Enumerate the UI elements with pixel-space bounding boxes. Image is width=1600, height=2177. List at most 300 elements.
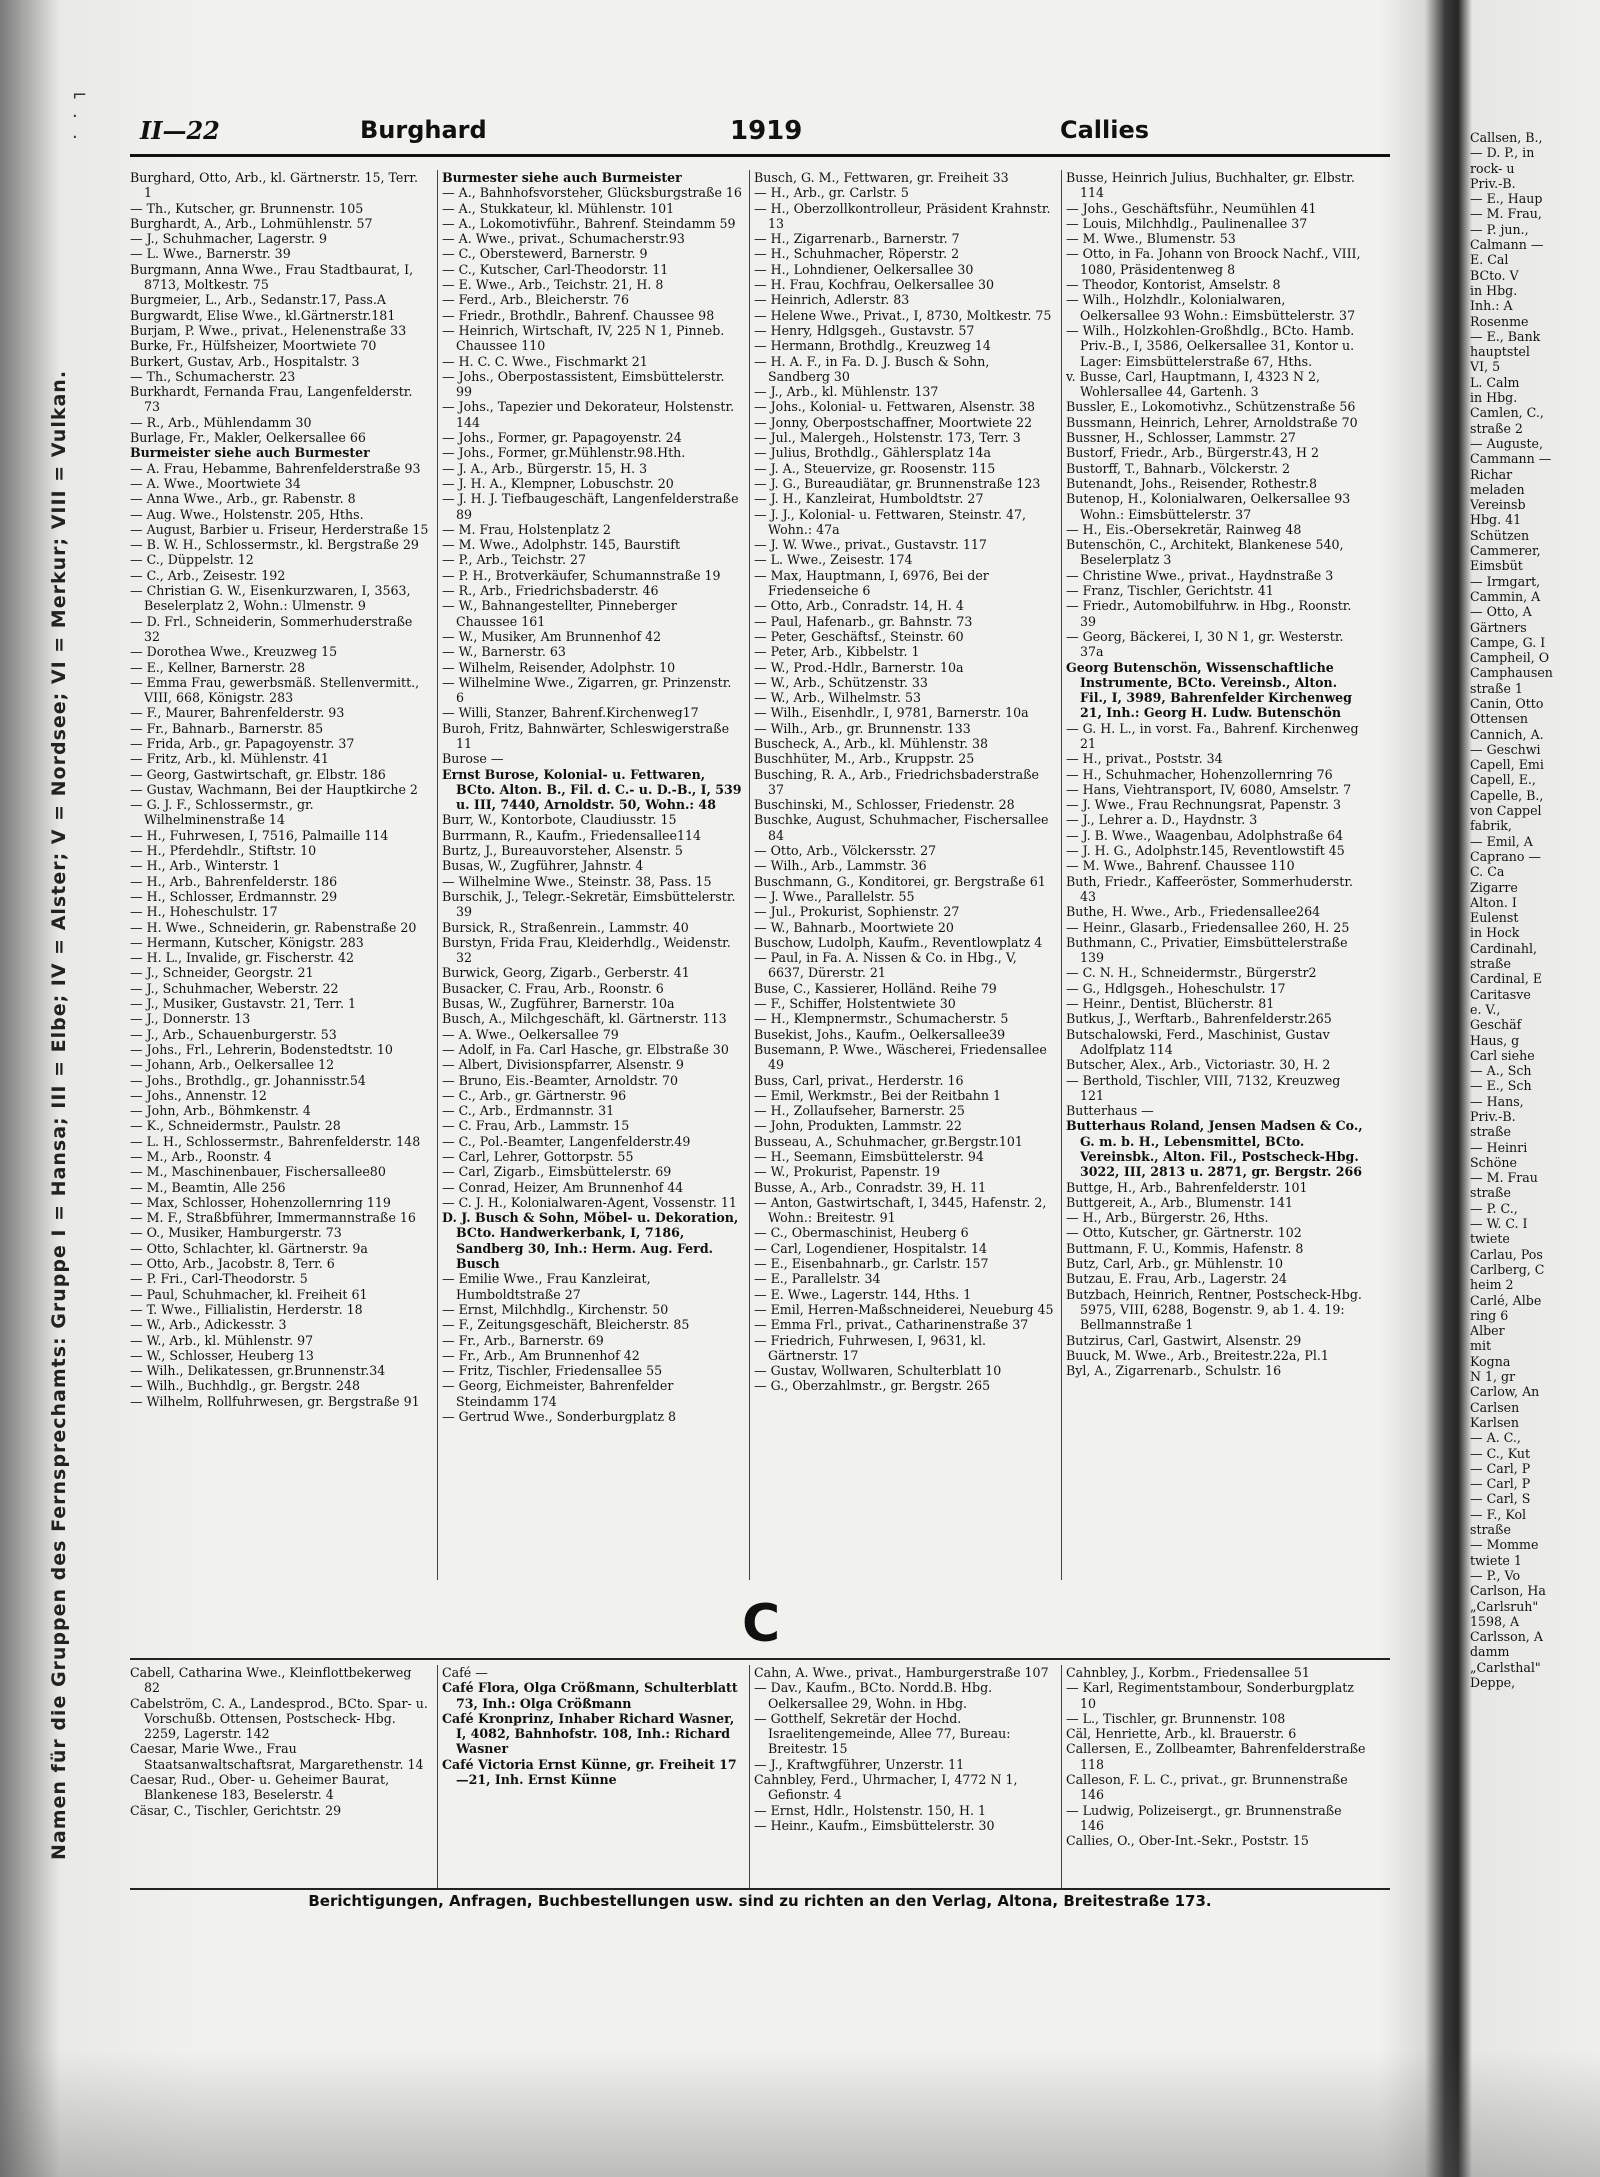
directory-entry: Caesar, Marie Wwe., Frau Staatsanwaltschaftsrat, Margarethenstr. 14 [130, 1741, 424, 1772]
directory-entry: Caprano — [1470, 848, 1542, 864]
directory-entry: Buse, C., Kassierer, Holländ. Reihe 79 [754, 980, 997, 996]
directory-entry: — Louis, Milchhdlg., Paulinenallee 37 [1066, 215, 1308, 231]
directory-entry: — Johs., Brothdlg., gr. Johannisstr.54 [130, 1072, 366, 1088]
directory-entry: — Auguste, [1470, 435, 1543, 451]
directory-entry: — Jonny, Oberpostschaffner, Moortwiete 22 [754, 414, 1033, 430]
directory-entry: twiete 1 [1470, 1552, 1522, 1568]
directory-entry: Butenop, H., Kolonialwaren, Oelkersallee 93 Wohn.: Eimsbüttelerstr. 37 [1066, 491, 1351, 522]
directory-entry: — Paul, Hafenarb., gr. Bahnstr. 73 [754, 613, 973, 629]
footer-divider [130, 1888, 1390, 1890]
directory-entry: — Th., Schumacherstr. 23 [130, 368, 296, 384]
directory-entry: — Carl, Zigarb., Eimsbüttelerstr. 69 [442, 1164, 672, 1180]
directory-entry: — P. Fri., Carl-Theodorstr. 5 [130, 1271, 308, 1287]
directory-entry: — H., Schlosser, Erdmannstr. 29 [130, 888, 338, 904]
directory-entry: — Fr., Arb., Barnerstr. 69 [442, 1332, 604, 1348]
directory-entry: Buschinski, M., Schlosser, Friedenstr. 28 [754, 797, 1015, 813]
directory-entry: Burlage, Fr., Makler, Oelkersallee 66 [130, 430, 366, 446]
directory-entry: — Jul., Prokurist, Sophienstr. 27 [754, 904, 960, 920]
directory-entry: — E. Wwe., Arb., Teichstr. 21, H. 8 [442, 277, 664, 293]
directory-entry: — Heinrich, Wirtschaft, IV, 225 N 1, Pinneb. Chaussee 110 [442, 322, 725, 354]
directory-entry: Burkert, Gustav, Arb., Hospitalstr. 3 [130, 353, 360, 369]
directory-entry: Alber [1470, 1323, 1505, 1339]
directory-entry: Bussler, E., Lokomotivhz., Schützenstraße 56 [1066, 399, 1356, 415]
directory-entry: — J., Donnerstr. 13 [130, 1011, 251, 1027]
directory-entry: — Georg, Gastwirtschaft, gr. Elbstr. 186 [130, 766, 386, 782]
page-header [130, 110, 1390, 157]
directory-entry: Cardinal, E [1470, 971, 1543, 987]
page-shadow [0, 2050, 1600, 2177]
directory-entry: Bustorf, Friedr., Arb., Bürgerstr.43, H 2 [1066, 445, 1319, 461]
directory-entry: — H., Arb., Bahrenfelderstr. 186 [130, 873, 338, 889]
directory-entry: Bussmann, Heinrich, Lehrer, Arnoldstraße 70 [1066, 414, 1358, 430]
directory-entry: — W., Arb., Wilhelmstr. 53 [754, 690, 922, 706]
directory-entry: Caesar, Rud., Ober- u. Geheimer Baurat, Blankenese 183, Beselerstr. 4 [130, 1772, 390, 1803]
directory-entry: Cardinahl, [1470, 940, 1538, 956]
directory-entry: Schützen [1470, 527, 1530, 543]
directory-entry: Campe, G. I [1470, 634, 1546, 650]
directory-entry: — Hermann, Kutscher, Königstr. 283 [130, 934, 364, 950]
directory-entry: — H., Schuhmacher, Röperstr. 2 [754, 246, 960, 262]
directory-entry: — C., Arb., Zeisestr. 192 [130, 567, 286, 583]
directory-entry: Cannich, A. [1470, 726, 1544, 742]
directory-entry: Burkhardt, Fernanda Frau, Langenfelderstr. 73 [130, 384, 413, 415]
column-2 [442, 170, 742, 1580]
directory-entry: — Gertrud Wwe., Sonderburgplatz 8 [442, 1409, 676, 1425]
directory-entry: Buttge, H., Arb., Bahrenfelderstr. 101 [1066, 1179, 1308, 1195]
directory-entry: — W., Arb., kl. Mühlenstr. 97 [130, 1332, 314, 1348]
directory-entry: D. J. Busch & Sohn, Möbel- u. Dekoration, BCto. Handwerkerbank, I, 7186, Sandberg 30, Inh.: Herm. Aug. Ferd. Busch [442, 1210, 739, 1272]
directory-entry: Buschow, Ludolph, Kaufm., Reventlowplatz 4 [754, 934, 1043, 950]
directory-entry: — Adolf, in Fa. Carl Hasche, gr. Elbstraße 30 [442, 1041, 729, 1057]
page-number: II—22 [140, 116, 220, 145]
directory-entry: — M. Wwe., Adolphstr. 145, Baurstift [442, 537, 681, 553]
lower-column-2 [442, 1665, 742, 1890]
directory-entry: — H., Oberzollkontrolleur, Präsident Krahnstr. 13 [754, 200, 1051, 231]
directory-entry: — W., Arb., Adickesstr. 3 [130, 1317, 287, 1333]
directory-entry: — E., Parallelstr. 34 [754, 1271, 881, 1287]
directory-entry: Campheil, O [1470, 650, 1550, 666]
directory-entry: Busekist, Johs., Kaufm., Oelkersallee39 [754, 1026, 1006, 1042]
directory-entry: — A. C., [1470, 1430, 1521, 1446]
directory-entry: v. Busse, Carl, Hauptmann, I, 4323 N 2, Wohlersallee 44, Gartenh. 3 [1066, 368, 1321, 400]
directory-entry: — Dorothea Wwe., Kreuzweg 15 [130, 644, 338, 660]
directory-entry: — H., Arb., Bürgerstr. 26, Hths. [1066, 1210, 1269, 1226]
directory-entry: — J. A., Arb., Bürgerstr. 15, H. 3 [442, 460, 648, 476]
directory-entry: — F., Kol [1470, 1506, 1527, 1522]
directory-entry: — Momme [1470, 1537, 1539, 1553]
directory-entry: — Ferd., Arb., Bleicherstr. 76 [442, 292, 629, 308]
directory-entry: — M., Beamtin, Alle 256 [130, 1179, 286, 1195]
directory-entry: — Max, Schlosser, Hohenzollernring 119 [130, 1194, 391, 1210]
directory-entry: — F., Schiffer, Holstentwiete 30 [754, 996, 956, 1012]
directory-entry: „Carlsthal" [1470, 1659, 1541, 1675]
directory-entry: — Wilh., Holzkohlen-Großhdlg., BCto. Hamb. Priv.-B., I, 3586, Oelkersallee 31, Kontor u. Lager: Eimsbüttelerstraße 67, Hths. [1066, 322, 1355, 369]
directory-entry: rock- u [1470, 160, 1515, 176]
directory-entry: „Carlsruh" [1470, 1598, 1539, 1614]
directory-entry: — Carl, P [1470, 1476, 1531, 1492]
directory-entry: — Wilhelm, Reisender, Adolphstr. 10 [442, 659, 676, 675]
directory-entry: — Otto, Arb., Conradstr. 14, H. 4 [754, 598, 964, 614]
directory-entry: — Carl, S [1470, 1491, 1531, 1507]
directory-entry: — W., Barnerstr. 63 [442, 644, 566, 660]
directory-entry: — Ernst, Milchhdlg., Kirchenstr. 50 [442, 1301, 669, 1317]
directory-entry: — J. H. J. Tiefbaugeschäft, Langenfelderstraße 89 [442, 491, 739, 522]
directory-entry: — J. H. A., Klempner, Lobuschstr. 20 [442, 475, 674, 491]
directory-entry: — Gotthelf, Sekretär der Hochd. Israelitengemeinde, Allee 77, Bureau: Breitestr. 15 [754, 1710, 1011, 1757]
directory-entry: — M. F., Straßbführer, Immermannstraße 16 [130, 1210, 416, 1226]
directory-entry: Burmester siehe auch Burmeister [442, 170, 682, 185]
directory-entry: — Emil, Herren-Maßschneiderei, Neueburg 45 [754, 1301, 1054, 1317]
header-year: 1919 [730, 116, 803, 146]
directory-entry: Buschmann, G., Konditorei, gr. Bergstraße 61 [754, 873, 1046, 889]
directory-entry: — H., privat., Poststr. 34 [1066, 751, 1223, 767]
directory-entry: Burke, Fr., Hülfsheizer, Moortwiete 70 [130, 338, 377, 354]
directory-entry: — W. C. I [1470, 1216, 1528, 1232]
header-first-name: Burghard [360, 116, 487, 144]
directory-entry: — C., Kut [1470, 1445, 1531, 1461]
directory-entry: Capell, E., [1470, 772, 1536, 788]
directory-entry: Butzirus, Carl, Gastwirt, Alsenstr. 29 [1066, 1332, 1302, 1348]
directory-entry: Richar [1470, 466, 1513, 482]
directory-entry: — Johs., Annenstr. 12 [130, 1087, 267, 1103]
column-4 [1066, 170, 1366, 1580]
directory-entry: — J. A., Steuervize, gr. Roosenstr. 115 [754, 460, 996, 476]
column-divider [437, 170, 438, 1580]
directory-entry: — H., Schuhmacher, Hohenzollernring 76 [1066, 766, 1333, 782]
directory-entry: — Heinr., Dentist, Blücherstr. 81 [1066, 996, 1275, 1012]
directory-entry: — Johs., Geschäftsführ., Neumühlen 41 [1066, 200, 1317, 216]
directory-entry: Busse, A., Arb., Conradstr. 39, H. 11 [754, 1179, 987, 1195]
directory-entry: — Wilhelmine Wwe., Steinstr. 38, Pass. 15 [442, 873, 712, 889]
next-page-edge [1470, 130, 1600, 2030]
directory-entry: Carl siehe [1470, 1047, 1535, 1063]
directory-entry: — Gustav, Wollwaren, Schulterblatt 10 [754, 1363, 1002, 1379]
directory-entry: — Ernst, Hdlr., Holstenstr. 150, H. 1 [754, 1802, 987, 1818]
directory-entry: Burrmann, R., Kaufm., Friedensallee114 [442, 827, 702, 843]
directory-entry: Priv.-B. [1470, 175, 1516, 191]
section-letter: C [742, 1594, 781, 1654]
directory-entry: Calmann — [1470, 237, 1544, 253]
directory-entry: — A., Lokomotivführ., Bahrenf. Steindamm 59 [442, 215, 736, 231]
directory-entry: — Christian G. W., Eisenkurzwaren, I, 3563, Beselerplatz 2, Wohn.: Ulmenstr. 9 [130, 583, 411, 614]
directory-entry: — Max, Hauptmann, I, 6976, Bei der Friedenseiche 6 [754, 567, 989, 599]
directory-entry: — C., Arb., gr. Gärtnerstr. 96 [442, 1087, 627, 1103]
directory-entry: — C., Arb., Erdmannstr. 31 [442, 1103, 615, 1119]
directory-entry: in Hbg. [1470, 390, 1518, 406]
directory-entry: — M. Frau, [1470, 206, 1542, 222]
directory-entry: Busas, W., Zugführer, Barnerstr. 10a [442, 996, 675, 1012]
column-divider [749, 1665, 750, 1890]
directory-entry: — Albert, Divisionspfarrer, Alsenstr. 9 [442, 1057, 684, 1073]
directory-entry: — Paul, Schuhmacher, kl. Freiheit 61 [130, 1286, 368, 1302]
directory-entry: Callersen, E., Zollbeamter, Bahrenfelderstraße 118 [1066, 1741, 1366, 1772]
section-divider [130, 1658, 1390, 1660]
directory-entry: — J., Schuhmacher, Lagerstr. 9 [130, 231, 327, 247]
directory-entry: Busch, A., Milchgeschäft, kl. Gärtnerstr. 113 [442, 1011, 727, 1027]
directory-entry: E. Cal [1470, 252, 1509, 268]
directory-entry: Caritasve [1470, 986, 1531, 1002]
directory-entry: — Helene Wwe., Privat., I, 8730, Moltkestr. 75 [754, 307, 1052, 323]
directory-entry: — J. B. Wwe., Waagenbau, Adolphstraße 64 [1066, 827, 1344, 843]
directory-entry: Karlsen [1470, 1414, 1519, 1430]
directory-entry: — R., Arb., Mühlendamm 30 [130, 414, 312, 430]
directory-entry: — A. Wwe., privat., Schumacherstr.93 [442, 231, 685, 247]
directory-entry: — A., Stukkateur, kl. Mühlenstr. 101 [442, 200, 675, 216]
directory-entry: Cahnbley, Ferd., Uhrmacher, I, 4772 N 1, Gefionstr. 4 [754, 1772, 1018, 1803]
directory-entry: straße [1470, 1522, 1511, 1538]
directory-entry: Buth, Friedr., Kaffeeröster, Sommerhuderstr. 43 [1066, 873, 1353, 904]
directory-entry: — H., Klempnermstr., Schumacherstr. 5 [754, 1011, 1009, 1027]
directory-entry: Rosenme [1470, 313, 1529, 329]
directory-entry: Burtz, J., Bureauvorsteher, Alsenstr. 5 [442, 843, 683, 859]
directory-entry: — J. H. G., Adolphstr.145, Reventlowstift 45 [1066, 843, 1345, 859]
directory-entry: Carlé, Albe [1470, 1292, 1542, 1308]
directory-entry: Busching, R. A., Arb., Friedrichsbaderstraße 37 [754, 766, 1039, 797]
directory-entry: Buscheck, A., Arb., kl. Mühlenstr. 38 [754, 735, 988, 751]
lower-column-3 [754, 1665, 1054, 1890]
directory-entry: — Wilh., Holzhdlr., Kolonialwaren, Oelkersallee 93 Wohn.: Eimsbüttelerstr. 37 [1066, 292, 1356, 323]
directory-entry: hauptstel [1470, 344, 1530, 360]
directory-entry: straße 1 [1470, 680, 1523, 696]
directory-entry: — H. Wwe., Schneiderin, gr. Rabenstraße 20 [130, 919, 417, 935]
directory-entry: — Aug. Wwe., Holstenstr. 205, Hths. [130, 506, 364, 522]
directory-entry: — W., Bahnangestellter, Pinneberger Chaussee 161 [442, 598, 677, 629]
directory-entry: Butkus, J., Werftarb., Bahrenfelderstr.265 [1066, 1011, 1332, 1027]
directory-page [130, 110, 1390, 1910]
directory-entry: Byl, A., Zigarrenarb., Schulstr. 16 [1066, 1363, 1282, 1379]
directory-entry: meladen [1470, 481, 1525, 497]
directory-entry: — Heinr., Kaufm., Eimsbüttelerstr. 30 [754, 1817, 995, 1833]
directory-entry: Eulenst [1470, 910, 1519, 926]
directory-entry: — J., Musiker, Gustavstr. 21, Terr. 1 [130, 996, 356, 1012]
directory-entry: — W., Bahnarb., Moortwiete 20 [754, 919, 954, 935]
directory-entry: Buuck, M. Wwe., Arb., Breitestr.22a, Pl.1 [1066, 1347, 1329, 1363]
directory-entry: Zigarre [1470, 879, 1518, 895]
directory-entry: Butz, Carl, Arb., gr. Mühlenstr. 10 [1066, 1256, 1284, 1272]
directory-entry: — Anton, Gastwirtschaft, I, 3445, Hafenstr. 2, Wohn.: Breitestr. 91 [754, 1194, 1047, 1226]
directory-entry: — W., Arb., Schützenstr. 33 [754, 674, 928, 690]
directory-entry: — Carl, P [1470, 1460, 1531, 1476]
directory-entry: C. Ca [1470, 864, 1505, 880]
directory-entry: Cahn, A. Wwe., privat., Hamburgerstraße 107 [754, 1665, 1049, 1680]
directory-entry: — E., Sch [1470, 1078, 1532, 1094]
directory-entry: Georg Butenschön, Wissenschaftliche Instrumente, BCto. Vereinsb., Alton. Fil., I, 3989, Bahrenfelder Kirchenweg 21, Inh.: Georg H. Ludw. Butenschön [1066, 659, 1352, 721]
directory-entry: — L., Tischler, gr. Brunnenstr. 108 [1066, 1710, 1286, 1726]
directory-entry: Butschalowski, Ferd., Maschinist, Gustav Adolfplatz 114 [1066, 1026, 1330, 1057]
directory-entry: Butterhaus — [1066, 1103, 1154, 1119]
directory-entry: — J. Wwe., Parallelstr. 55 [754, 888, 915, 904]
directory-entry: Camphausen [1470, 665, 1553, 681]
directory-entry: Burgwardt, Elise Wwe., kl.Gärtnerstr.181 [130, 307, 396, 323]
directory-entry: Café Flora, Olga Crößmann, Schulterblatt 73, Inh.: Olga Crößmann [442, 1680, 738, 1711]
directory-entry: Busacker, C. Frau, Arb., Roonstr. 6 [442, 980, 664, 996]
directory-entry: Priv.-B. [1470, 1109, 1516, 1124]
directory-entry: straße [1470, 1124, 1511, 1140]
directory-entry: Hbg. 41 [1470, 512, 1522, 528]
directory-entry: — C. Frau, Arb., Lammstr. 15 [442, 1118, 630, 1134]
directory-entry: — Hans, [1470, 1093, 1524, 1109]
directory-entry: von Cappel [1470, 803, 1542, 819]
directory-entry: — H., Lohndiener, Oelkersallee 30 [754, 261, 974, 277]
directory-entry: — Johs., Kolonial- u. Fettwaren, Alsenstr. 38 [754, 399, 1035, 415]
directory-entry: — C., Oberstewerd, Barnerstr. 9 [442, 246, 648, 262]
directory-entry: Burr, W., Kontorbote, Claudiusstr. 15 [442, 812, 677, 828]
directory-entry: Butenschön, C., Architekt, Blankenese 540, Beselerplatz 3 [1066, 537, 1344, 568]
directory-entry: — Paul, in Fa. A. Nissen & Co. in Hbg., V, 6637, Dürerstr. 21 [754, 950, 1017, 981]
directory-entry: — H., Fuhrwesen, I, 7516, Palmaille 114 [130, 827, 389, 843]
directory-entry: VI, 5 [1470, 359, 1501, 375]
directory-entry: — Conrad, Heizer, Am Brunnenhof 44 [442, 1179, 684, 1195]
directory-entry: Burwick, Georg, Zigarb., Gerberstr. 41 [442, 965, 690, 981]
directory-entry: — Hans, Viehtransport, IV, 6080, Amselstr. 7 [1066, 781, 1352, 797]
directory-entry: — J., Lehrer a. D., Haydnstr. 3 [1066, 812, 1258, 828]
directory-entry: — J. W. Wwe., privat., Gustavstr. 117 [754, 537, 987, 553]
directory-entry: — Wilh., Arb., gr. Brunnenstr. 133 [754, 720, 971, 736]
directory-entry: — Georg, Eichmeister, Bahrenfelder Steindamm 174 [442, 1378, 674, 1409]
directory-entry: BCto. V [1470, 267, 1519, 283]
directory-entry: — Wilh., Buchhdlg., gr. Bergstr. 248 [130, 1378, 360, 1394]
margin-marks: ⌐ · · [72, 85, 88, 148]
directory-entry: Alton. I [1470, 894, 1517, 910]
directory-entry: — H. L., Invalide, gr. Fischerstr. 42 [130, 950, 355, 966]
directory-entry: — Anna Wwe., Arb., gr. Rabenstr. 8 [130, 491, 356, 507]
directory-entry: Inh.: A [1470, 298, 1513, 314]
directory-entry: Butzbach, Heinrich, Rentner, Postscheck-Hbg. 5975, VIII, 6288, Bogenstr. 9, ab 1. 4. 19: Bellmannstraße 1 [1066, 1286, 1362, 1333]
directory-entry: N 1, gr [1470, 1369, 1516, 1385]
directory-entry: Burose — [442, 751, 504, 767]
directory-entry: — Friedr., Automobilfuhrw. in Hbg., Roonstr. 39 [1066, 598, 1352, 629]
directory-entry: Deppe, [1470, 1674, 1516, 1690]
directory-entry: — D. Frl., Schneiderin, Sommerhuderstraße 32 [130, 613, 413, 644]
directory-entry: — C., Kutscher, Carl-Theodorstr. 11 [442, 261, 669, 277]
directory-entry: Cahnbley, J., Korbm., Friedensallee 51 [1066, 1665, 1310, 1680]
directory-entry: — H. C. C. Wwe., Fischmarkt 21 [442, 353, 648, 369]
directory-entry: — Carl, Lehrer, Gottorpstr. 55 [442, 1149, 634, 1164]
directory-entry: — Willi, Stanzer, Bahrenf.Kirchenweg17 [442, 705, 699, 721]
directory-entry: — J., Schneider, Georgstr. 21 [130, 965, 314, 981]
directory-entry: — M., Arb., Roonstr. 4 [130, 1149, 272, 1164]
directory-entry: — Geschwi [1470, 741, 1541, 757]
directory-entry: Ottensen [1470, 711, 1529, 727]
directory-entry: — W., Prod.-Hdlr., Barnerstr. 10a [754, 659, 964, 675]
directory-entry: Carlsson, A [1470, 1629, 1543, 1645]
directory-entry: — H., Pferdehdlr., Stiftstr. 10 [130, 843, 317, 859]
directory-entry: — F., Zeitungsgeschäft, Bleicherstr. 85 [442, 1317, 690, 1333]
directory-entry: — J., Kraftwgführer, Unzerstr. 11 [754, 1756, 965, 1772]
directory-entry: Capell, Emi [1470, 757, 1544, 773]
directory-entry: — G. J. F., Schlossermstr., gr. Wilhelminenstraße 14 [130, 797, 314, 828]
directory-entry: — Hermann, Brothdlg., Kreuzweg 14 [754, 338, 991, 354]
directory-entry: — Bruno, Eis.-Beamter, Arnoldstr. 70 [442, 1072, 679, 1088]
directory-entry: Ernst Burose, Kolonial- u. Fettwaren, BCto. Alton. B., Fil. d. C.- u. D.-B., I, 539 u. III, 7440, Arnoldstr. 50, Wohn.: 48 [442, 766, 742, 813]
directory-entry: Café Victoria Ernst Künne, gr. Freiheit 17—21, Inh. Ernst Künne [442, 1756, 737, 1788]
directory-entry: — A. Frau, Hebamme, Bahrenfelderstraße 93 [130, 460, 421, 476]
directory-entry: straße [1470, 956, 1511, 972]
directory-entry: Buschhüter, M., Arb., Kruppstr. 25 [754, 751, 975, 767]
column-divider [1061, 170, 1062, 1580]
directory-entry: — Heinr., Glasarb., Friedensallee 260, H. 25 [1066, 919, 1350, 935]
directory-entry: Gärtners [1470, 619, 1527, 635]
directory-entry: — Johs., Tapezier und Dekorateur, Holstenstr. 144 [442, 399, 735, 430]
directory-entry: — Heinri [1470, 1139, 1528, 1155]
directory-entry: — P., Vo [1470, 1567, 1521, 1583]
directory-entry: — J. H., Kanzleirat, Humboldtstr. 27 [754, 491, 984, 507]
directory-entry: — Johs., Frl., Lehrerin, Bodenstedtstr. 10 [130, 1041, 393, 1057]
directory-entry: Buthe, H. Wwe., Arb., Friedensallee264 [1066, 904, 1321, 920]
directory-entry: — Gustav, Wachmann, Bei der Hauptkirche 2 [130, 781, 418, 797]
directory-entry: Buttmann, F. U., Kommis, Hafenstr. 8 [1066, 1240, 1304, 1256]
directory-entry: Café Kronprinz, Inhaber Richard Wasner, I, 4082, Bahnhofstr. 108, Inh.: Richard Wasner [442, 1710, 735, 1757]
directory-entry: — Irmgart, [1470, 573, 1541, 589]
publisher-footer: Berichtigungen, Anfragen, Buchbestellungen usw. sind zu richten an den Verlag, Altona, Breitestraße 173. [308, 1892, 1212, 1910]
directory-entry: — Wilhelmine Wwe., Zigarren, gr. Prinzenstr. 6 [442, 674, 732, 706]
directory-entry: — A. Wwe., Oelkersallee 79 [442, 1026, 619, 1042]
directory-entry: — W., Schlosser, Heuberg 13 [130, 1347, 314, 1363]
directory-entry: Carlberg, C [1470, 1261, 1545, 1277]
directory-entry: — G., Hdlgsgeh., Hoheschulstr. 17 [1066, 980, 1286, 996]
directory-entry: — Wilh., Arb., Lammstr. 36 [754, 858, 927, 874]
directory-entry: Kogna [1470, 1353, 1511, 1369]
directory-entry: — H. Frau, Kochfrau, Oelkersallee 30 [754, 277, 994, 293]
column-divider [749, 170, 750, 1580]
directory-entry: Carlsen [1470, 1399, 1520, 1415]
directory-entry: Burgmann, Anna Wwe., Frau Stadtbaurat, I, 8713, Moltkestr. 75 [130, 261, 414, 293]
directory-entry: — Theodor, Kontorist, Amselstr. 8 [1066, 277, 1281, 293]
directory-entry: damm [1470, 1644, 1510, 1660]
directory-entry: — Johs., Former, gr. Papagoyenstr. 24 [442, 430, 682, 446]
directory-entry: — C., Düppelstr. 12 [130, 552, 254, 568]
directory-entry: — Emil, A [1470, 833, 1533, 849]
directory-entry: twiete [1470, 1231, 1510, 1247]
directory-entry: — P. jun., [1470, 221, 1529, 237]
directory-entry: in Hock [1470, 925, 1520, 941]
directory-entry: — L. Wwe., Zeisestr. 174 [754, 552, 913, 568]
directory-entry: Eimsbüt [1470, 558, 1523, 574]
directory-entry: — J., Schuhmacher, Weberstr. 22 [130, 980, 339, 996]
directory-entry: — Berthold, Tischler, VIII, 7132, Kreuzweg 121 [1066, 1072, 1341, 1103]
directory-entry: Burstyn, Frida Frau, Kleiderhdlg., Weidenstr. 32 [442, 934, 731, 966]
directory-entry: — L. Wwe., Barnerstr. 39 [130, 246, 291, 262]
directory-entry: — G., Oberzahlmstr., gr. Bergstr. 265 [754, 1378, 991, 1394]
directory-entry: Carlow, An [1470, 1384, 1540, 1400]
directory-entry: — G. H. L., in vorst. Fa., Bahrenf. Kirchenweg 21 [1066, 720, 1359, 751]
directory-entry: — Friedr., Brothdlr., Bahrenf. Chaussee 98 [442, 307, 715, 323]
directory-entry: — P. H., Brotverkäufer, Schumannstraße 19 [442, 567, 721, 583]
directory-entry: — H. A. F., in Fa. D. J. Busch & Sohn, Sandberg 30 [754, 353, 990, 384]
directory-entry: — Johann, Arb., Oelkersallee 12 [130, 1057, 335, 1073]
directory-entry: — D. P., in [1470, 145, 1535, 161]
directory-entry: Canin, Otto [1470, 695, 1544, 711]
directory-entry: Cäsar, C., Tischler, Gerichtstr. 29 [130, 1802, 342, 1818]
directory-entry: Burghardt, A., Arb., Lohmühlenstr. 57 [130, 215, 373, 231]
directory-entry: — Friedrich, Fuhrwesen, I, 9631, kl. Gärtnerstr. 17 [754, 1332, 987, 1363]
directory-entry: — H., Arb., Winterstr. 1 [130, 858, 281, 874]
directory-entry: Callies, O., Ober-Int.-Sekr., Poststr. 15 [1066, 1833, 1309, 1849]
directory-entry: — J., Arb., kl. Mühlenstr. 137 [754, 384, 939, 400]
directory-entry: — H., Eis.-Obersekretär, Rainweg 48 [1066, 521, 1302, 537]
directory-entry: Cäl, Henriette, Arb., kl. Brauerstr. 6 [1066, 1726, 1297, 1742]
directory-entry: heim 2 [1470, 1277, 1514, 1293]
directory-entry: — H., Zigarrenarb., Barnerstr. 7 [754, 231, 960, 247]
directory-entry: Butscher, Alex., Arb., Victoriastr. 30, H. 2 [1066, 1057, 1331, 1073]
directory-entry: — Jul., Malergeh., Holstenstr. 173, Terr. 3 [754, 430, 1021, 446]
directory-entry: — E. Wwe., Lagerstr. 144, Hths. 1 [754, 1286, 972, 1302]
directory-entry: — R., Arb., Friedrichsbaderstr. 46 [442, 583, 659, 599]
directory-entry: Café — [442, 1665, 488, 1680]
directory-entry: e. V., [1470, 1001, 1501, 1017]
directory-entry: Carlson, Ha [1470, 1583, 1546, 1599]
directory-entry: Butenandt, Johs., Reisender, Rothestr.8 [1066, 475, 1317, 491]
